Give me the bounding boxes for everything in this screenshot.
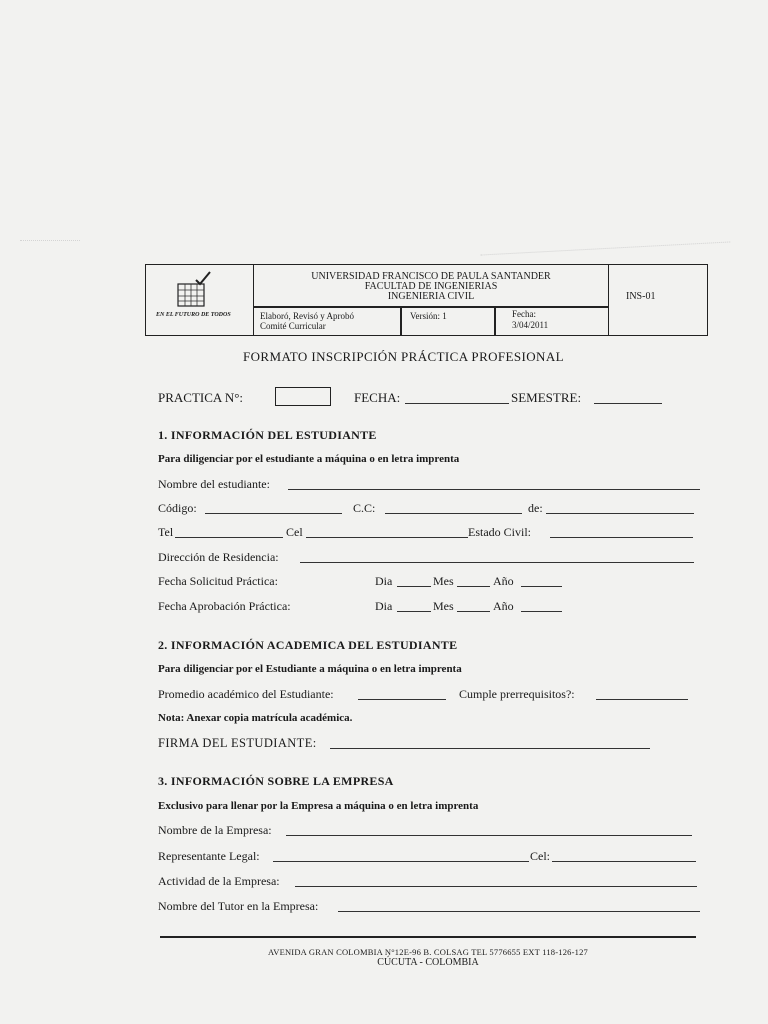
- practica-label: PRACTICA N°:: [158, 390, 244, 405]
- aprobacion-mes-field[interactable]: [457, 611, 490, 612]
- header-divider: [254, 306, 608, 308]
- empresa-cel-label: Cel:: [530, 849, 550, 863]
- cc-label: C.C:: [353, 501, 376, 515]
- footer-address: AVENIDA GRAN COLOMBIA N°12E-96 B. COLSAG TEL 5776655 EXT 118-126-127: [267, 947, 588, 957]
- aprobacion-anio-label: Año: [493, 599, 514, 613]
- actividad-field[interactable]: [295, 886, 697, 887]
- nombre-empresa-field[interactable]: [286, 835, 692, 836]
- section1-heading: 1. INFORMACIÓN DEL ESTUDIANTE: [158, 428, 377, 442]
- cel-label: Cel: [286, 525, 303, 539]
- representante-label: Representante Legal:: [158, 849, 260, 863]
- aprobacion-dia-field[interactable]: [397, 611, 431, 612]
- aprobacion-anio-field[interactable]: [521, 611, 562, 612]
- fecha-top-label: FECHA:: [354, 390, 401, 405]
- de-field[interactable]: [546, 513, 694, 514]
- program-name: INGENIERIA CIVIL: [387, 291, 475, 302]
- cc-field[interactable]: [385, 513, 522, 514]
- codigo-field[interactable]: [205, 513, 342, 514]
- comite-text: Comité Curricular: [260, 321, 326, 331]
- promedio-field[interactable]: [358, 699, 446, 700]
- cumple-label: Cumple prerrequisitos?:: [459, 687, 575, 701]
- solicitud-dia-field[interactable]: [397, 586, 431, 587]
- nota-text: Nota: Anexar copia matrícula académica.: [158, 712, 353, 724]
- document-code: INS-01: [626, 291, 656, 302]
- fecha-value: 3/04/2011: [512, 320, 549, 330]
- codigo-label: Código:: [158, 501, 197, 515]
- nombre-empresa-label: Nombre de la Empresa:: [158, 823, 272, 837]
- version-text: Versión: 1: [410, 311, 447, 321]
- tutor-field[interactable]: [338, 911, 700, 912]
- section3-instruction: Exclusivo para llenar por la Empresa a máquina o en letra imprenta: [158, 800, 479, 812]
- actividad-label: Actividad de la Empresa:: [158, 874, 280, 888]
- firma-estudiante-label: FIRMA DEL ESTUDIANTE:: [158, 736, 317, 750]
- header-divider-v2: [494, 306, 496, 336]
- aprobacion-dia-label: Dia: [375, 599, 393, 613]
- section2-instruction: Para diligenciar por el Estudiante a máquina o en letra imprenta: [158, 663, 462, 675]
- empresa-cel-field[interactable]: [552, 861, 696, 862]
- fecha-aprobacion-label: Fecha Aprobación Práctica:: [158, 599, 291, 613]
- semestre-label: SEMESTRE:: [511, 390, 582, 405]
- section2-heading: 2. INFORMACIÓN ACADEMICA DEL ESTUDIANTE: [158, 638, 458, 652]
- nombre-estudiante-field[interactable]: [288, 489, 700, 490]
- direccion-label: Dirección de Residencia:: [158, 550, 279, 564]
- form-title: FORMATO INSCRIPCIÓN PRÁCTICA PROFESIONAL: [243, 349, 564, 364]
- header-divider-v1: [400, 306, 402, 336]
- tutor-label: Nombre del Tutor en la Empresa:: [158, 899, 319, 913]
- section3-heading: 3. INFORMACIÓN SOBRE LA EMPRESA: [158, 774, 394, 788]
- section1-instruction: Para diligenciar por el estudiante a máquina o en letra imprenta: [158, 453, 460, 465]
- solicitud-anio-label: Año: [493, 574, 514, 588]
- solicitud-anio-field[interactable]: [521, 586, 562, 587]
- solicitud-mes-label: Mes: [433, 574, 454, 588]
- practica-number-box[interactable]: [275, 387, 331, 406]
- university-logo: [170, 270, 220, 312]
- firma-estudiante-field[interactable]: [330, 748, 650, 749]
- scan-noise-left: [20, 240, 80, 261]
- nombre-estudiante-label: Nombre del estudiante:: [158, 477, 270, 491]
- university-name: UNIVERSIDAD FRANCISCO DE PAULA SANTANDER: [311, 271, 551, 282]
- footer-city: CÚCUTA - COLOMBIA: [377, 957, 479, 968]
- scan-noise: [480, 225, 731, 255]
- solicitud-mes-field[interactable]: [457, 586, 490, 587]
- cumple-field[interactable]: [596, 699, 688, 700]
- header-code-cell: [608, 264, 708, 336]
- estado-civil-field[interactable]: [550, 537, 693, 538]
- fecha-solicitud-label: Fecha Solicitud Práctica:: [158, 574, 278, 588]
- semestre-field[interactable]: [594, 403, 662, 404]
- logo-text: EN EL FUTURO DE TODOS: [156, 312, 231, 318]
- faculty-name: FACULTAD DE INGENIERIAS: [364, 281, 498, 292]
- elaboro-text: Elaboró, Revisó y Aprobó: [260, 311, 354, 321]
- de-label: de:: [528, 501, 543, 515]
- cel-field[interactable]: [306, 537, 468, 538]
- estado-civil-label: Estado Civil:: [468, 525, 531, 539]
- footer-rule: [160, 936, 696, 938]
- direccion-field[interactable]: [300, 562, 694, 563]
- promedio-label: Promedio académico del Estudiante:: [158, 687, 334, 701]
- aprobacion-mes-label: Mes: [433, 599, 454, 613]
- fecha-label: Fecha:: [512, 309, 536, 319]
- tel-field[interactable]: [175, 537, 283, 538]
- representante-field[interactable]: [273, 861, 529, 862]
- fecha-top-field[interactable]: [405, 403, 509, 404]
- tel-label: Tel: [158, 525, 174, 539]
- solicitud-dia-label: Dia: [375, 574, 393, 588]
